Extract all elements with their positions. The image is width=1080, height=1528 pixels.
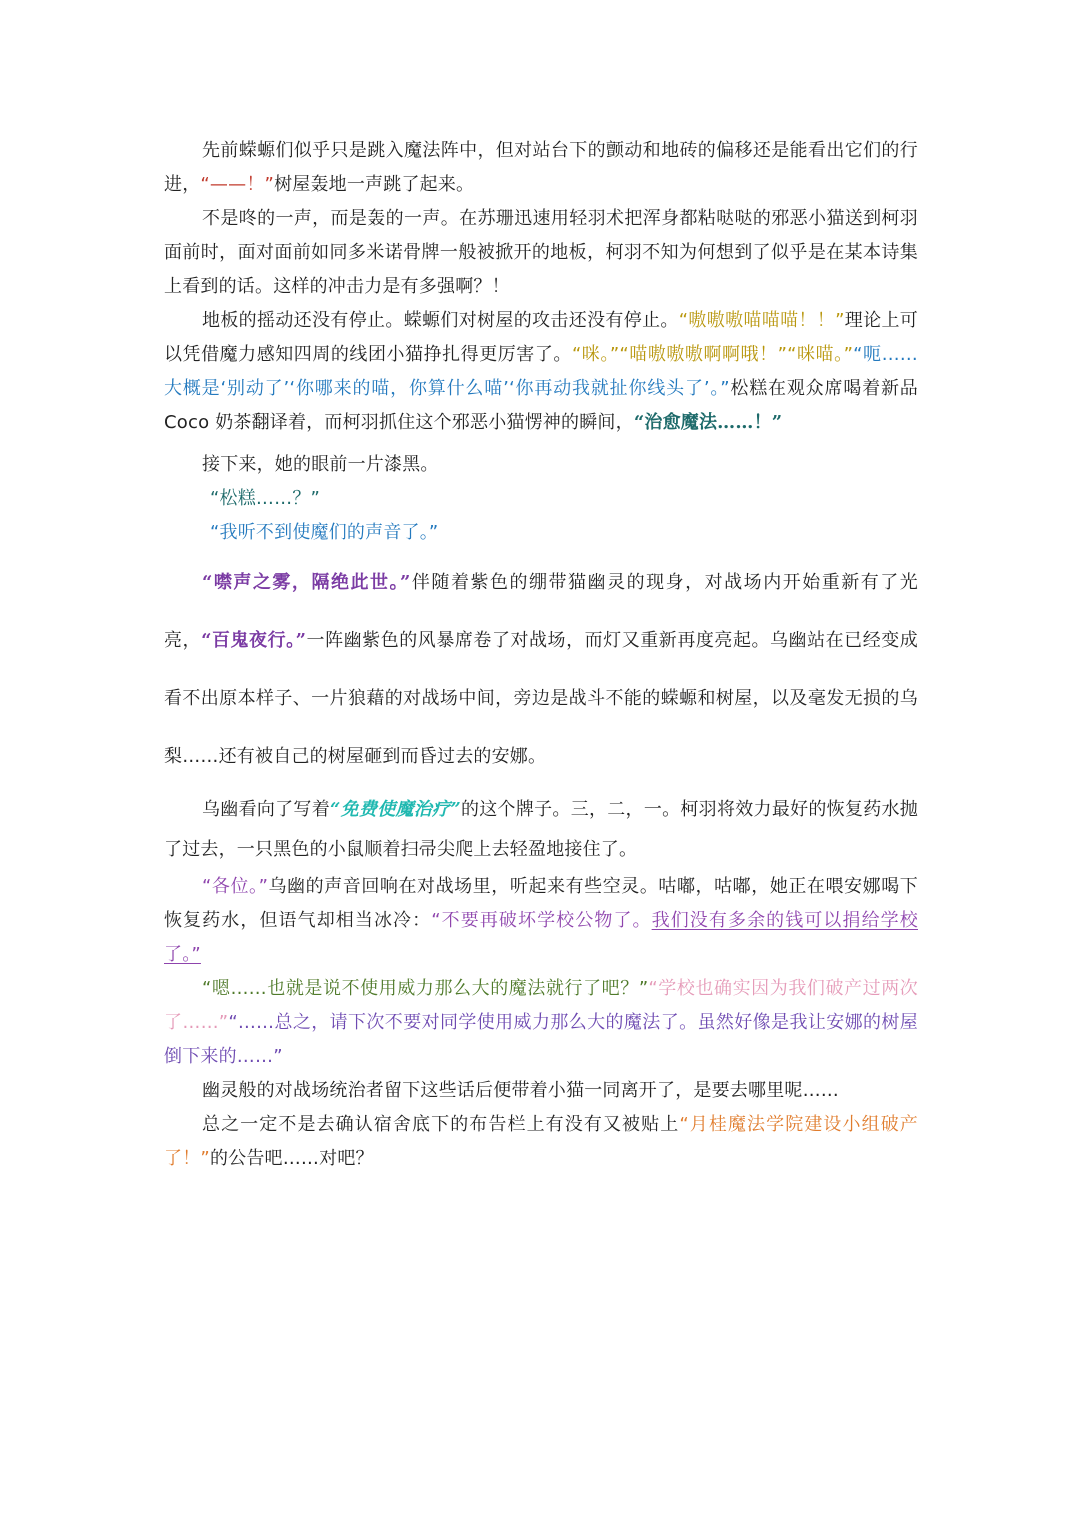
text-span: 的公告吧……对吧？ xyxy=(209,1148,374,1169)
paragraph-1 xyxy=(164,134,918,202)
text-span: 地板的摇动还没有停止。蝾螈们对树屋的攻击还没有停止。 xyxy=(202,310,679,331)
paragraph-2 xyxy=(164,202,918,304)
text-span: 理论上可以凭借魔力感知四周的线团小猫挣扎得更厉害了。 xyxy=(164,310,918,365)
paragraph-11 xyxy=(164,1074,918,1108)
text-span: 乌幽看向了写着 xyxy=(202,799,330,820)
dialogue-span: “不要再破坏学校公物了。 xyxy=(431,910,652,931)
paragraph-12 xyxy=(164,1108,918,1176)
paragraph-7 xyxy=(164,554,918,786)
text-span: 树屋轰地一声跳了起来。 xyxy=(274,174,475,195)
dialogue-span: “嗯……也就是说不使用威力那么大的魔法就行了吧？” xyxy=(202,978,649,999)
paragraph-10 xyxy=(164,972,918,1074)
notice-span: “月桂魔法学院建设小组破产了！” xyxy=(164,1114,918,1169)
spell-span: “治愈魔法……！” xyxy=(633,412,783,433)
dialogue-span: “……总之，请下次不要对同学使用威力那么大的魔法了。虽然好像是我让安娜的树屋倒下来的……” xyxy=(164,1012,918,1067)
dialogue-span: “呃……大概是‘别动了’‘你哪来的喵，你算什么喵’‘你再动我就扯你线头了’。” xyxy=(164,344,918,399)
text-span: 乌幽的声音回响在对战场里，听起来有些空灵。咕嘟，咕嘟，她正在喂安娜喝下恢复药水，但语气却相当冰冷： xyxy=(164,876,918,931)
text-span: 松糕在观众席喝着新品 Coco 奶茶翻译着，而柯羽抓住这个邪恶小猫愣神的瞬间， xyxy=(164,378,919,433)
text-span: 总之一定不是去确认宿舍底下的布告栏上有没有又被贴上 xyxy=(202,1114,680,1135)
dialogue-span: “学校也确实因为我们破产过两次了……” xyxy=(164,978,919,1033)
dialogue-span-underlined: 我们没有多余的钱可以捐给学校了。” xyxy=(164,910,918,965)
paragraph-4 xyxy=(164,448,918,482)
text-span: 幽灵般的对战场统治者留下这些话后便带着小猫一同离开了，是要去哪里呢…… xyxy=(202,1080,839,1101)
text-span: 一阵幽紫色的风暴席卷了对战场，而灯又重新再度亮起。乌幽站在已经变成看不出原本样子、一片狼藉的对战场中间，旁边是战斗不能的蝾螈和树屋，以及毫发无损的乌梨……还有被自己的树屋砸到而昏过去的安娜。 xyxy=(164,630,918,767)
paragraph-9 xyxy=(164,870,918,972)
sign-span: “免费使魔治疗” xyxy=(330,799,461,820)
text-span: 的这个牌子。三，二，一。柯羽将效力最好的恢复药水抛了过去，一只黑色的小鼠顺着扫帚尖爬上去轻盈地接住了。 xyxy=(164,799,919,860)
paragraph-5 xyxy=(164,482,918,516)
paragraph-6 xyxy=(164,516,918,550)
dialogue-span: “——！” xyxy=(200,174,275,195)
dialogue-span: “各位。” xyxy=(202,876,269,897)
spell-span: “噤声之雾，隔绝此世。” xyxy=(202,572,411,593)
text-span: 不是咚的一声，而是轰的一声。在苏珊迅速用轻羽术把浑身都粘哒哒的邪恶小猫送到柯羽面前时，面对面前如同多米诺骨牌一般被掀开的地板，柯羽不知为何想到了似乎是在某本诗集上看到的话。这样的冲击力是有多强啊？！ xyxy=(164,208,918,297)
text-span: 先前蝾螈们似乎只是跳入魔法阵中，但对站台下的颤动和地砖的偏移还是能看出它们的行进， xyxy=(164,140,918,195)
story-text xyxy=(164,134,918,1176)
dialogue-span: “咪。”“喵嗷嗷嗷啊啊哦！”“咪喵。” xyxy=(571,344,854,365)
text-span: 伴随着紫色的绷带猫幽灵的现身，对战场内开始重新有了光亮， xyxy=(164,572,919,651)
dialogue-span: “我听不到使魔们的声音了。” xyxy=(210,522,439,543)
paragraph-8 xyxy=(164,790,918,870)
text-span: 接下来，她的眼前一片漆黑。 xyxy=(202,454,439,475)
spell-span: “百鬼夜行。” xyxy=(201,630,307,651)
paragraph-3 xyxy=(164,304,918,440)
dialogue-span: “松糕……？” xyxy=(210,488,321,509)
dialogue-span: “嗷嗷嗷喵喵喵！！” xyxy=(678,310,845,331)
